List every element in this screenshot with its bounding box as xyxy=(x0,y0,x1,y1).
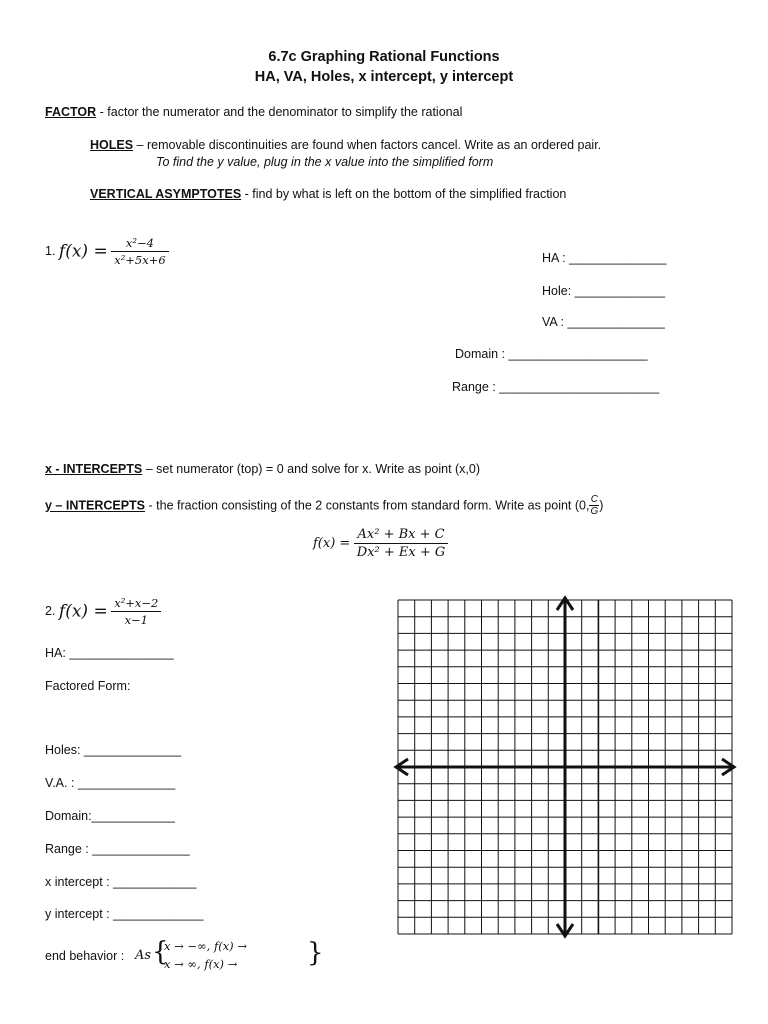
standard-form-lhs: f(x) = xyxy=(313,536,351,551)
grid-axes xyxy=(396,598,734,936)
factor-text: - factor the numerator and the denominator to simplify the rational xyxy=(99,105,463,119)
page-title: 6.7c Graphing Rational Functions xyxy=(268,49,500,65)
problem-1-fraction xyxy=(111,236,169,267)
factor-definition xyxy=(45,105,462,119)
yint-label: y – INTERCEPTS xyxy=(45,498,146,513)
yint-close: ) xyxy=(599,498,604,513)
problem-2-number: 2. xyxy=(45,603,56,618)
holes-subtext: To find the y value, plug in the x value into the simplified form xyxy=(156,155,494,169)
problem-1-denominator: x²+5x+6 xyxy=(114,253,166,267)
end-behavior-line2: x → ∞, f(x) → xyxy=(164,957,238,971)
standard-form-numerator: Ax² + Bx + C xyxy=(354,527,449,544)
problem-1-lhs: f(x) = xyxy=(58,241,108,262)
problem-2-numerator: x²+x−2 xyxy=(111,596,161,612)
problem-2-domain: Domain:____________ xyxy=(45,809,175,823)
standard-form-fraction xyxy=(354,527,449,560)
holes-label: HOLES xyxy=(90,138,134,152)
yint-fraction xyxy=(589,494,599,517)
yint-text: - the fraction consisting of the 2 constants from standard form. Write as point (0, xyxy=(148,498,590,513)
factor-label: FACTOR xyxy=(45,105,97,119)
problem-2-ha: HA: _______________ xyxy=(45,646,174,660)
problem-2-equation xyxy=(45,596,161,627)
problem-1-equation xyxy=(45,236,169,267)
problem-1-ha: HA : ______________ xyxy=(542,251,667,265)
problem-1-number: 1. xyxy=(45,243,56,258)
end-behavior-as: As xyxy=(135,948,152,963)
problem-2-va: V.A. : ______________ xyxy=(45,776,176,790)
problem-2-holes: Holes: ______________ xyxy=(45,743,182,757)
holes-definition xyxy=(90,138,601,152)
end-behavior-line1: x → −∞, f(x) → xyxy=(164,939,247,953)
xint-label: x - INTERCEPTS xyxy=(45,462,143,476)
yint-frac-num: C xyxy=(590,494,598,505)
problem-2-yint: y intercept : _____________ xyxy=(45,907,204,921)
end-behavior-label: end behavior : xyxy=(45,949,125,963)
problem-2-factored: Factored Form: xyxy=(45,679,131,693)
problem-2-xint: x intercept : ____________ xyxy=(45,875,197,889)
problem-1-va: VA : ______________ xyxy=(542,315,665,329)
end-behavior-close-brace: } xyxy=(307,938,324,968)
problem-1-numerator: x²−4 xyxy=(111,236,169,252)
xint-definition xyxy=(45,462,480,476)
problem-1-range: Range : _______________________ xyxy=(452,380,660,394)
problem-2-fraction xyxy=(111,596,161,627)
problem-2-lhs: f(x) = xyxy=(58,601,108,622)
standard-form-denominator: Dx² + Ex + G xyxy=(356,545,446,560)
coordinate-grid[interactable] xyxy=(390,590,740,950)
va-text: - find by what is left on the bottom of the simplified fraction xyxy=(244,187,567,201)
standard-form xyxy=(313,527,448,560)
va-label: VERTICAL ASYMPTOTES xyxy=(90,187,242,201)
problem-1-hole: Hole: _____________ xyxy=(542,284,666,298)
yint-definition xyxy=(45,494,603,517)
va-definition xyxy=(90,187,566,201)
page-subtitle: HA, VA, Holes, x intercept, y intercept xyxy=(254,69,514,85)
holes-text: – removable discontinuities are found when factors cancel. Write as an ordered pair. xyxy=(136,138,602,152)
problem-1-domain: Domain : ____________________ xyxy=(455,347,648,361)
end-behavior-open-brace: { xyxy=(152,937,169,967)
problem-2-range: Range : ______________ xyxy=(45,842,190,856)
yint-frac-den: G xyxy=(590,506,599,517)
xint-text: – set numerator (top) = 0 and solve for x. Write as point (x,0) xyxy=(145,462,481,476)
problem-2-denominator: x−1 xyxy=(124,613,149,627)
